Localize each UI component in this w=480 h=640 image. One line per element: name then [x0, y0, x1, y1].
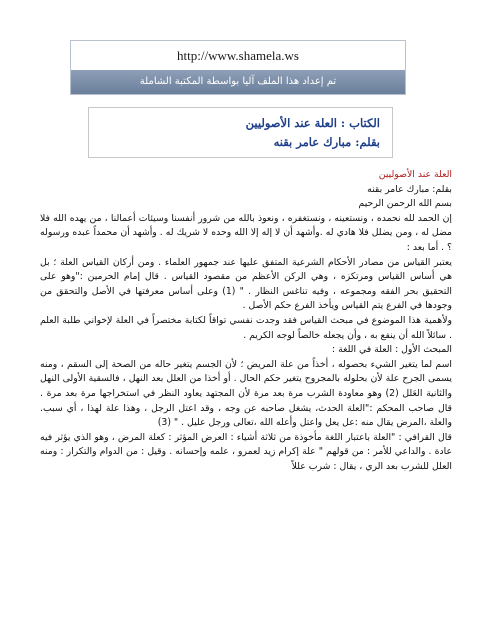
paragraph-purpose: ولأهمية هذا الموضوع في مبحث القياس فقد وجدت نفسي تواقاً لكتابة مختصراً في العلة لإخواني طلبة العلم . سائلاً الله أن ينفع به ، وأن يجعله خالصاً لوجه الكريم .: [40, 314, 452, 341]
subsection-heading: المبحث الأول : العلة في اللغة :: [332, 344, 452, 356]
shamela-header: [70, 40, 406, 95]
book-title: الكتاب : العلة عند الأصوليين: [245, 116, 380, 130]
paragraph-intro: إن الحمد لله نحمده ، ونستعينه ، ونستغفره ، ونعوذ بالله من شرور أنفسنا وسيئات أعمالنا ، من يهده الله فلا مضل له ، ومن يضلل فلا هادي له .وأشهد أن لا إله إلا الله وحده لا شريك له . وأشهد أن محمداً عبده ورسوله ؟ . أما بعد :: [40, 212, 452, 253]
section-heading: العلة عند الأصوليين: [378, 169, 452, 180]
document-body: [40, 168, 452, 474]
book-info-box: [88, 107, 393, 158]
paragraph-qarafi: قال القرافي : "العلة باعتبار اللغة مأخوذة من ثلاثة أشياء : العرض المؤثر : كعلة المرض ، وهو الذي يؤثر فيه عادة . والداعي للأمر : من قولهم " علة إكرام زيد لعمرو ، علمه وإحسانه . وقيل : من الدوام والتكرار : ومنه العلل للشرب بعد الري ، يقال : شرب عللاً: [40, 431, 452, 472]
paragraph-definition: اسم لما يتغير الشيء بحصوله ، أخذاً من علة المريض ؛ لأن الجسم يتغير حاله من الصحة إلى السقم ، ومنه يسمى الجرح علة لأن بحلوله بالمجروح يتغير حكم الحال . أو أخذا من العلل بعد النهل ، فالسقية الأولى النهل والثانية العَلل (2) وهو معاودة الشرب مرة بعد مرة لأن المجتهد يعاود النظر في استخراجها مرة بعد مرة . قال صاحب المحكم :"العلة الحدث، يشغل صاحبه عن وجه ، وقد اعتل الرجل ، وهذا علة لهذا ، أي سبب. والعلة ،المرض يقال منه :عل يعل واعتل وأعله الله ،تعالى ورجل عليل . " (3): [40, 358, 452, 429]
header-tagline: تم إعداد هذا الملف آليا بواسطة المكتبة الشاملة: [71, 70, 405, 94]
book-author: بقلم: مبارك عامر بقنه: [273, 135, 380, 149]
site-url[interactable]: http://www.shamela.ws: [177, 48, 299, 63]
basmala-line: بسم الله الرحمن الرحيم: [358, 198, 452, 210]
author-line: بقلم: مبارك عامر بقنه: [367, 183, 452, 195]
paragraph-qiyas: يعتبر القياس من مصادر الأحكام الشرعية المتفق عليها عند جمهور العلماء . ومن أركان القياس العلة ؛ بل هي أساس القياس ومرتكزه ، وهي الركن الأعظم من مقصود القياس . قال إمام الحرمين :"وهو على التحقيق بحر الفقه ومجموعه ، وفيه تناغس النظار . " (1) وعلى أساس معرفتها في الأصل والتحقق من وجودها في الفرع يتم القياس ويأخذ الفرع حكم الأصل .: [40, 256, 452, 312]
